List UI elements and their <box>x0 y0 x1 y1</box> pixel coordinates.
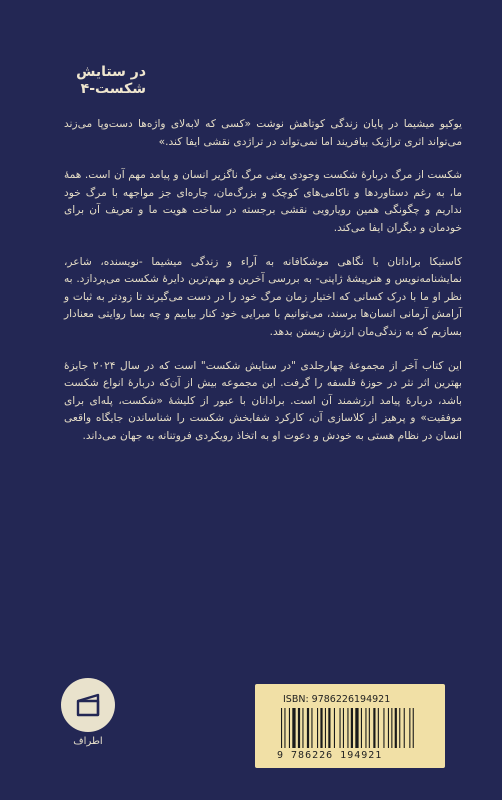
blurb-text <box>64 116 462 462</box>
barcode-digits: 9 786226 194921 <box>277 750 383 761</box>
publisher-name: اطراف <box>73 736 103 747</box>
series-title <box>46 64 146 98</box>
blurb-paragraph-3: کاستیکا براداتان با نگاهی موشکافانه به آراء و زندگی میشیما -نویسنده، شاعر، نمایشنامه‌نویس و هنرپیشهٔ ژاپنی- به بررسی آخرین و مهم‌ترین دایرهٔ شکست می‌پردازد. به نظر او ما با درک کسانی که اختیار زمان مرگ خود را در دست می‌گیرند تا زودتر به ثبات و آرامش آرمانی انسان‌ها برسند، می‌توانیم با میرایی خود کنار بیاییم و چه بسا روایتی معنادار بسازیم که به زندگی‌مان ارزش زیستن بدهد. <box>64 255 462 338</box>
blurb-paragraph-1: یوکیو میشیما در پایان زندگی کوتاهش نوشت «کسی که لابه‌لای واژه‌ها دست‌وپا می‌زند می‌تواند اثری تراژیک بیافریند اما نمی‌تواند در تراژدی نقشی ایفا کند.» <box>64 118 462 148</box>
blurb-paragraph-2: شکست از مرگ دربارهٔ شکست وجودی یعنی مرگ ناگزیر انسان و پیامد مهم آن است. همهٔ ما، به رغم دستاوردها و ناکامی‌های کوچک و بزرگ‌مان، چاره‌ای جز مواجهه با مرگ خود نداریم و چگونگی همین رویارویی نقشی برجسته در ساخت هویت ما و تعریف آن برای خودمان و دیگران ایفا می‌کند. <box>64 169 462 234</box>
series-title-line2: شکست-۴ <box>80 81 146 97</box>
publisher-logo <box>58 678 118 758</box>
series-title-line1: در ستایش <box>76 64 146 80</box>
isbn-barcode <box>255 684 445 768</box>
barcode-bars <box>279 708 419 750</box>
publisher-logo-icon <box>61 678 115 732</box>
isbn-label: ISBN: 9786226194921 <box>283 694 391 705</box>
blurb-paragraph-4: این کتاب آخر از مجموعهٔ چهارجلدی "در ستایش شکست" است که در سال ۲۰۲۴ جایزهٔ بهترین اثر نثر در حوزهٔ فلسفه را گرفت. این مجموعه بیش از آن‌که دربارهٔ انواع شکست باشد، دربارهٔ پیامد ارزشمند آن است. براداتان با عبور از کلیشهٔ «شکست، پله‌ای برای موفقیت» و پرهیز از کلاسازی آن، کارکرد شفابخش شکست را شناساندن جایگاه واقعی انسان در نظام هستی به خودش و دعوت او به اتخاذ رویکردی فروتنانه به جهان می‌داند. <box>64 359 462 442</box>
